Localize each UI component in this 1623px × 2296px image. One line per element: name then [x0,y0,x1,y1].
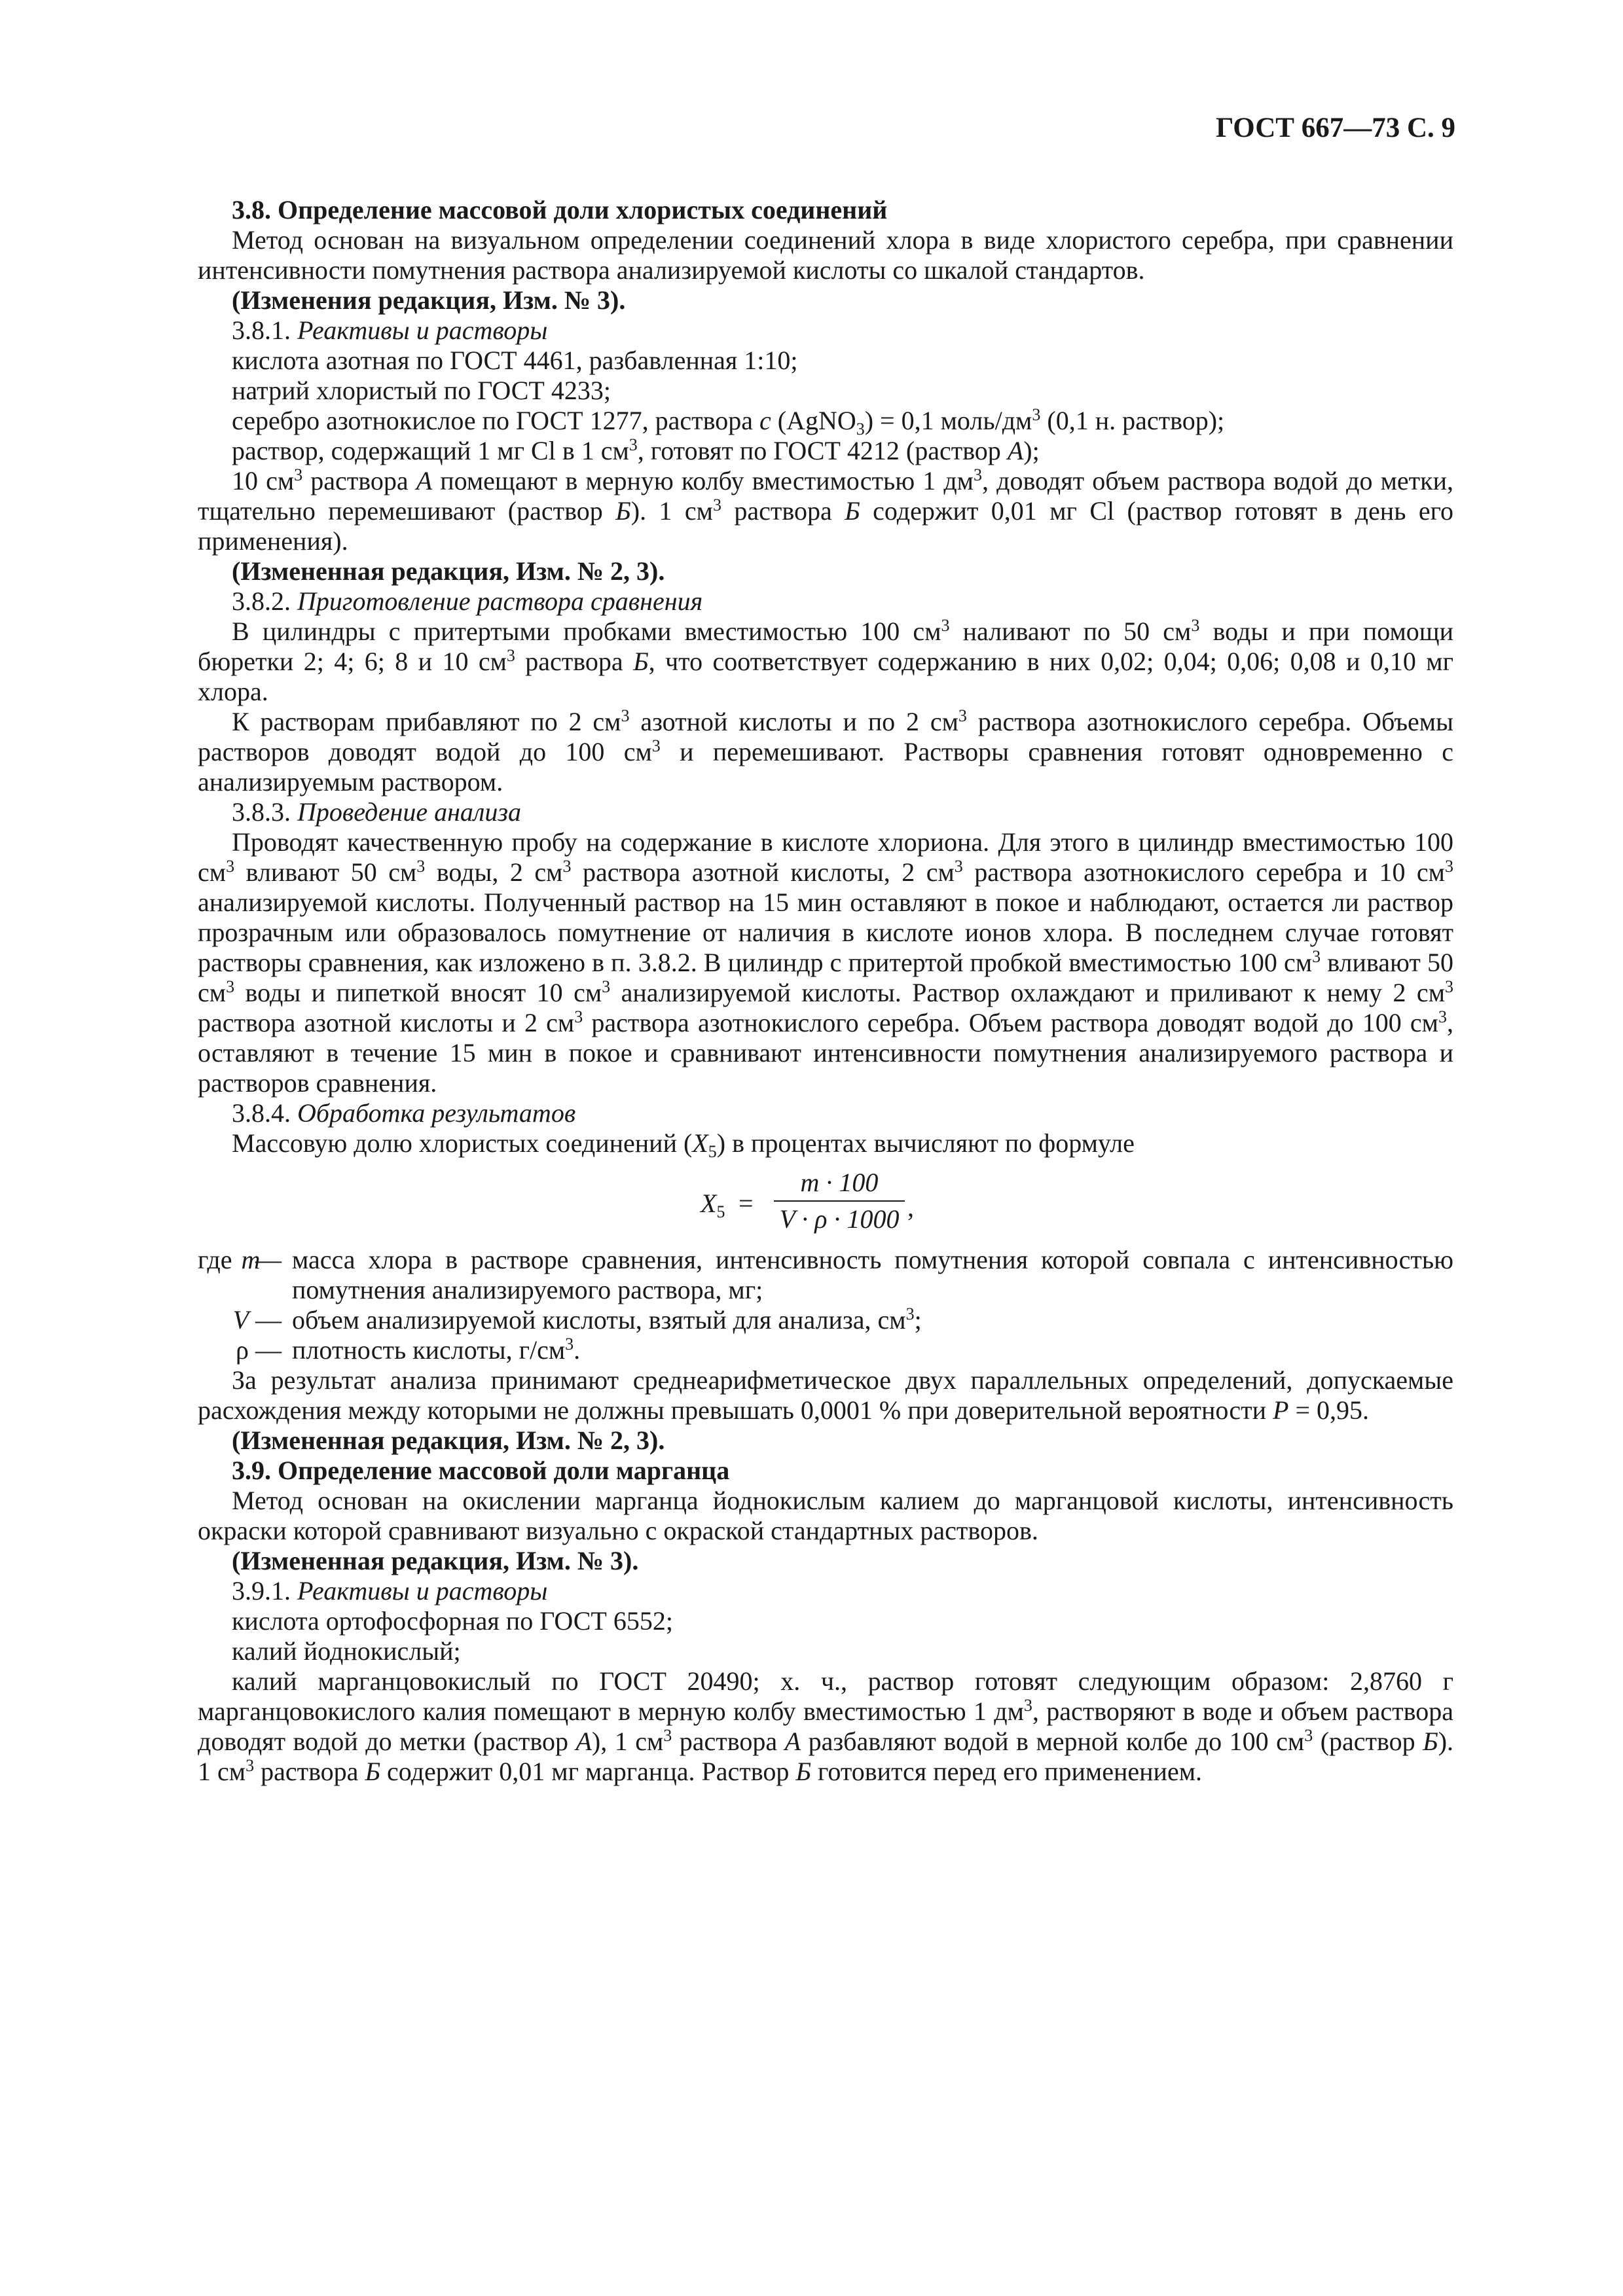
definition-dash: — [255,1305,282,1335]
change-note-1: (Изменения редакция, Изм. № 3). [232,285,626,315]
section-3-9-method: Метод основан на окислении марганца йоднокислым калием до марганцовой кислоты, интенсивность окраски которой сравнивают визуально с окраской стандартных растворов. [198,1486,1453,1545]
subsection-3-8-2-heading: 3.8.2. Приготовление раствора сравнения [232,586,703,616]
change-note-2: (Измененная редакция, Изм. № 2, 3). [232,556,665,586]
definition-dash: — [255,1335,282,1365]
formula-denominator: V · ρ · 1000 [779,1204,900,1234]
analysis-paragraph: Проводят качественную пробу на содержание в кислоте хлориона. Для этого в цилиндр вместимостью 100 $см^3$ вливают 50 $см^3$ воды, 2 $см^3$ раствора азотной кислоты, 2 $см^3$ раствора азотнокислого серебра и 10 $см^3$ анализируемой кислоты. Полученный раствор на 15 мин оставляют в покое и наблюдают, остается ли раствор прозрачным или образовалось помутнение от наличия в кислоте ионов хлора. В последнем случае готовят растворы сравнения, как изложено в п. 3.8.2. В цилиндр с притертой пробкой вместимостью 100 $см^3$ вливают 50 $см^3$ воды и пипеткой вносят 10 $см^3$ анализируемой кислоты. Раствор охлаждают и приливают к нему 2 $см^3$ раствора азотной кислоты и 2 $см^3$ раствора азотнокислого серебра. Объем раствора доводят водой до 100 $см^3$, оставляют в течение 15 мин в покое и сравнивают интенсивности помутнения анализируемого раствора и растворов сравнения. [198,827,1453,1098]
section-3-8-heading: 3.8. Определение массовой доли хлористых соединений [232,195,888,224]
subsection-3-8-1-heading: 3.8.1. Реактивы и растворы [232,315,548,345]
section-3-8-method: Метод основан на визуальном определении соединений хлора в виде хлористого серебра, при сравнении интенсивности помутнения раствора анализируемой кислоты со шкалой стандартов. [198,225,1453,285]
change-note-4: (Измененная редакция, Изм. № 3). [232,1546,639,1575]
result-paragraph: За результат анализа принимают среднеарифметическое двух параллельных определений, допускаемые расхождения между которыми не должны превышать 0,0001 % при доверительной вероятности P = 0,95. [198,1365,1453,1425]
page-header: ГОСТ 667—73 С. 9 [1215,113,1455,143]
calculation-intro: Массовую долю хлористых соединений $(X_5)$ в процентах вычисляют по формуле [232,1128,1135,1161]
definition-m: масса хлора в растворе сравнения, интенсивность помутнения которой совпала с интенсивностью помутнения анализируемого раствора, мг; [292,1245,1453,1304]
change-note-3: (Измененная редакция, Изм. № 2, 3). [232,1426,665,1455]
chloride-formula [198,1168,1453,1240]
definition-dash: — [255,1245,282,1274]
reagent-sodium-chloride: натрий хлористый по ГОСТ 4233; [232,376,611,405]
definition-v: объем анализируемой кислоты, взятый для анализа, $см^3$; [292,1304,922,1335]
where-label: где m [198,1245,261,1274]
reagent-potassium-periodate: калий йоднокислый; [232,1636,461,1666]
definition-rho: плотность кислоты, $г/см^3$. [292,1335,581,1365]
symbol-rho: ρ [236,1335,249,1365]
reagent-solution-a: раствор, содержащий 1 мг Cl в 1 $см^3$, готовят по ГОСТ 4212 (раствор А); [232,435,1040,465]
document-body [198,195,1453,1787]
subsection-3-8-4-heading: 3.8.4. Обработка результатов [232,1098,576,1128]
variable-definitions [198,1245,1453,1365]
reagent-silver-nitrate: серебро азотнокислое по ГОСТ 1277, раствора c (AgNO$_3$) = 0,1 моль/$дм^3$ (0,1 н. раствор); [232,405,1225,439]
symbol-v: V [232,1305,249,1335]
comparison-prep-paragraph-1: В цилиндры с притертыми пробками вместимостью 100 $см^3$ наливают по 50 $см^3$ воды и при помощи бюретки 2; 4; 6; 8 и 10 $см^3$ раствора Б, что соответствует содержанию в них 0,02; 0,04; 0,06; 0,08 и 0,10 мг хлора. [198,616,1453,706]
reagent-phosphoric-acid: кислота ортофосфорная по ГОСТ 6552; [232,1606,673,1636]
reagent-nitric-acid: кислота азотная по ГОСТ 4461, разбавленная 1:10; [232,346,798,375]
formula-lhs: $X_5$ [701,1189,725,1221]
reagent-potassium-permanganate: калий марганцовокислый по ГОСТ 20490; х. ч., раствор готовят следующим образом: 2,8760 г марганцовокислого калия помещают в мерную колбу вместимостью 1 $дм^3$, растворяют в воде и объем раствора доводят водой до метки (раствор А), 1 $см^3$ раствора А разбавляют водой в мерной колбе до 100 $см^3$ (раствор Б). 1 $см^3$ раствора Б содержит 0,01 мг марганца. Раствор Б готовится перед его применением. [198,1666,1454,1786]
subsection-3-9-1-heading: 3.9.1. Реактивы и растворы [232,1576,548,1605]
section-3-9-heading: 3.9. Определение массовой доли марганца [232,1456,730,1485]
subsection-3-8-3-heading: 3.8.3. Проведение анализа [232,797,521,827]
reagent-solution-b: 10 $см^3$ раствора А помещают в мерную колбу вместимостью 1 $дм^3$, доводят объем раствора водой до метки, тщательно перемешивают (раствор Б). 1 $см^3$ раствора Б содержит 0,01 мг Cl (раствор готовят в день его применения). [198,465,1454,556]
formula-numerator: m · 100 [774,1168,905,1202]
formula-equals: = [739,1189,754,1218]
comparison-prep-paragraph-2: К растворам прибавляют по 2 $см^3$ азотной кислоты и по 2 $см^3$ раствора азотнокислого серебра. Объемы растворов доводят водой до 100 $см^3$ и перемешивают. Растворы сравнения готовят одновременно с анализируемым раствором. [198,706,1453,797]
formula-fraction [774,1168,905,1234]
formula-comma: , [907,1193,914,1222]
